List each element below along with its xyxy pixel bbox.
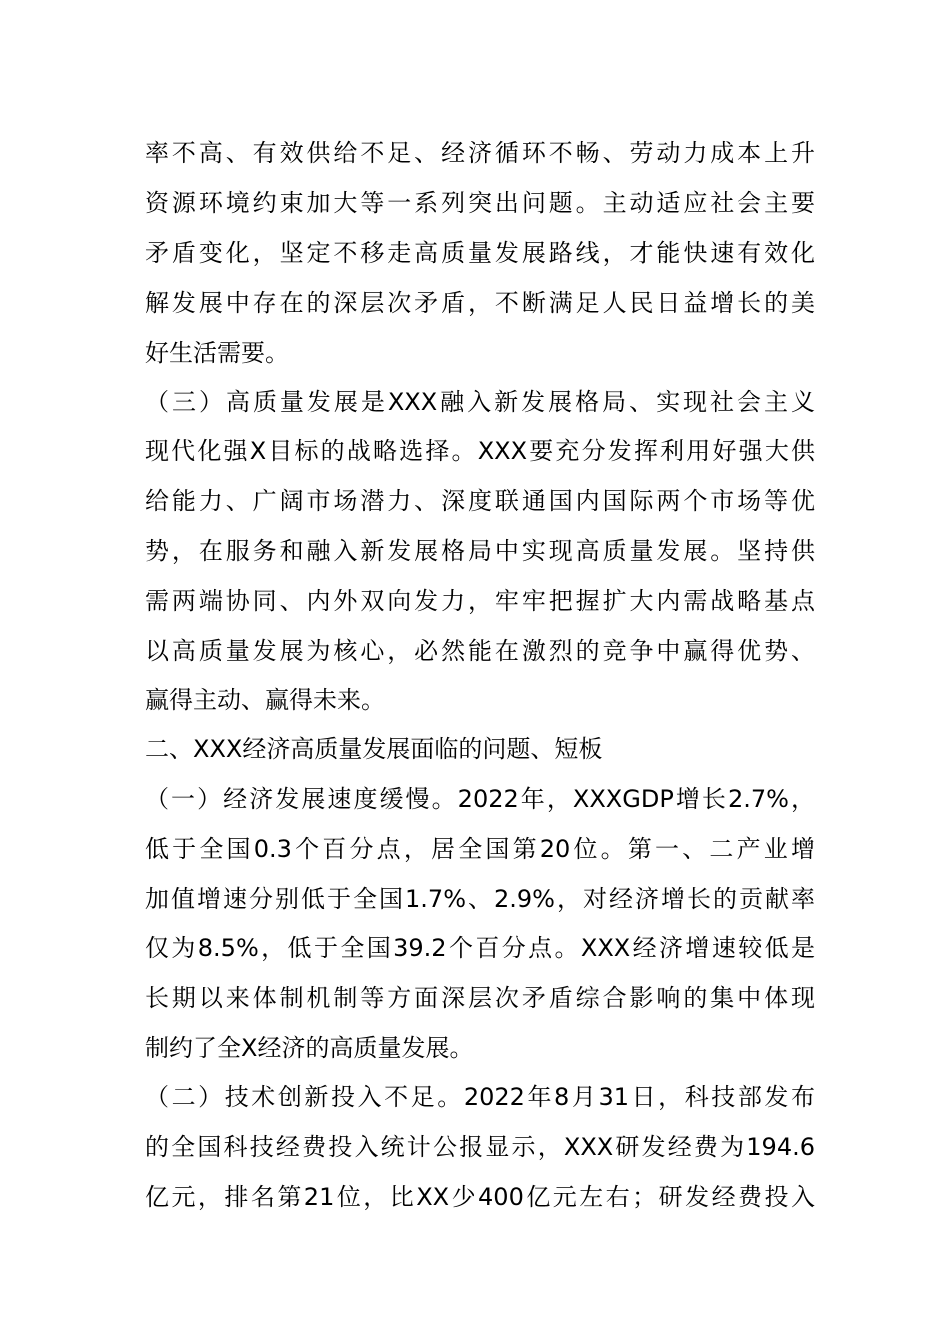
text-line: 仅为8.5%，低于全国39.2个百分点。XXX经济增速较低是 bbox=[145, 934, 815, 962]
section-title: 二、XXX经济高质量发展面临的问题、短板 bbox=[145, 735, 603, 763]
text-line: 以高质量发展为核心，必然能在激烈的竞争中赢得优势、 bbox=[145, 637, 815, 665]
section-heading-line: （一）经济发展速度缓慢。2022年，XXXGDP增长2.7%， bbox=[145, 785, 815, 813]
text-line: 势，在服务和融入新发展格局中实现高质量发展。坚持供 bbox=[145, 537, 815, 565]
text-line: 制约了全X经济的高质量发展。 bbox=[145, 1034, 474, 1062]
text-line: 低于全国0.3个百分点，居全国第20位。第一、二产业增 bbox=[145, 835, 815, 863]
text-line: 矛盾变化，坚定不移走高质量发展路线，才能快速有效化 bbox=[145, 239, 815, 267]
section-heading-line: （三）高质量发展是XXX融入新发展格局、实现社会主义 bbox=[145, 388, 815, 416]
text-line: 长期以来体制机制等方面深层次矛盾综合影响的集中体现 bbox=[145, 984, 815, 1012]
text-line: 给能力、广阔市场潜力、深度联通国内国际两个市场等优 bbox=[145, 487, 815, 515]
text-line: 亿元，排名第21位，比XX少400亿元左右；研发经费投入 bbox=[145, 1183, 815, 1211]
text-line: 率不高、有效供给不足、经济循环不畅、劳动力成本上升 bbox=[145, 139, 815, 167]
text-line: 资源环境约束加大等一系列突出问题。主动适应社会主要 bbox=[145, 189, 815, 217]
text-line: 现代化强X目标的战略选择。XXX要充分发挥利用好强大供 bbox=[145, 437, 815, 465]
text-line: 加值增速分别低于全国1.7%、2.9%，对经济增长的贡献率 bbox=[145, 885, 815, 913]
section-heading-line: （二）技术创新投入不足。2022年8月31日，科技部发布 bbox=[145, 1083, 815, 1111]
text-line: 需两端协同、内外双向发力，牢牢把握扩大内需战略基点 bbox=[145, 587, 815, 615]
text-line: 赢得主动、赢得未来。 bbox=[145, 686, 385, 714]
text-line: 解发展中存在的深层次矛盾，不断满足人民日益增长的美 bbox=[145, 289, 815, 317]
text-line: 好生活需要。 bbox=[145, 339, 289, 367]
text-line: 的全国科技经费投入统计公报显示，XXX研发经费为194.6 bbox=[145, 1133, 815, 1161]
